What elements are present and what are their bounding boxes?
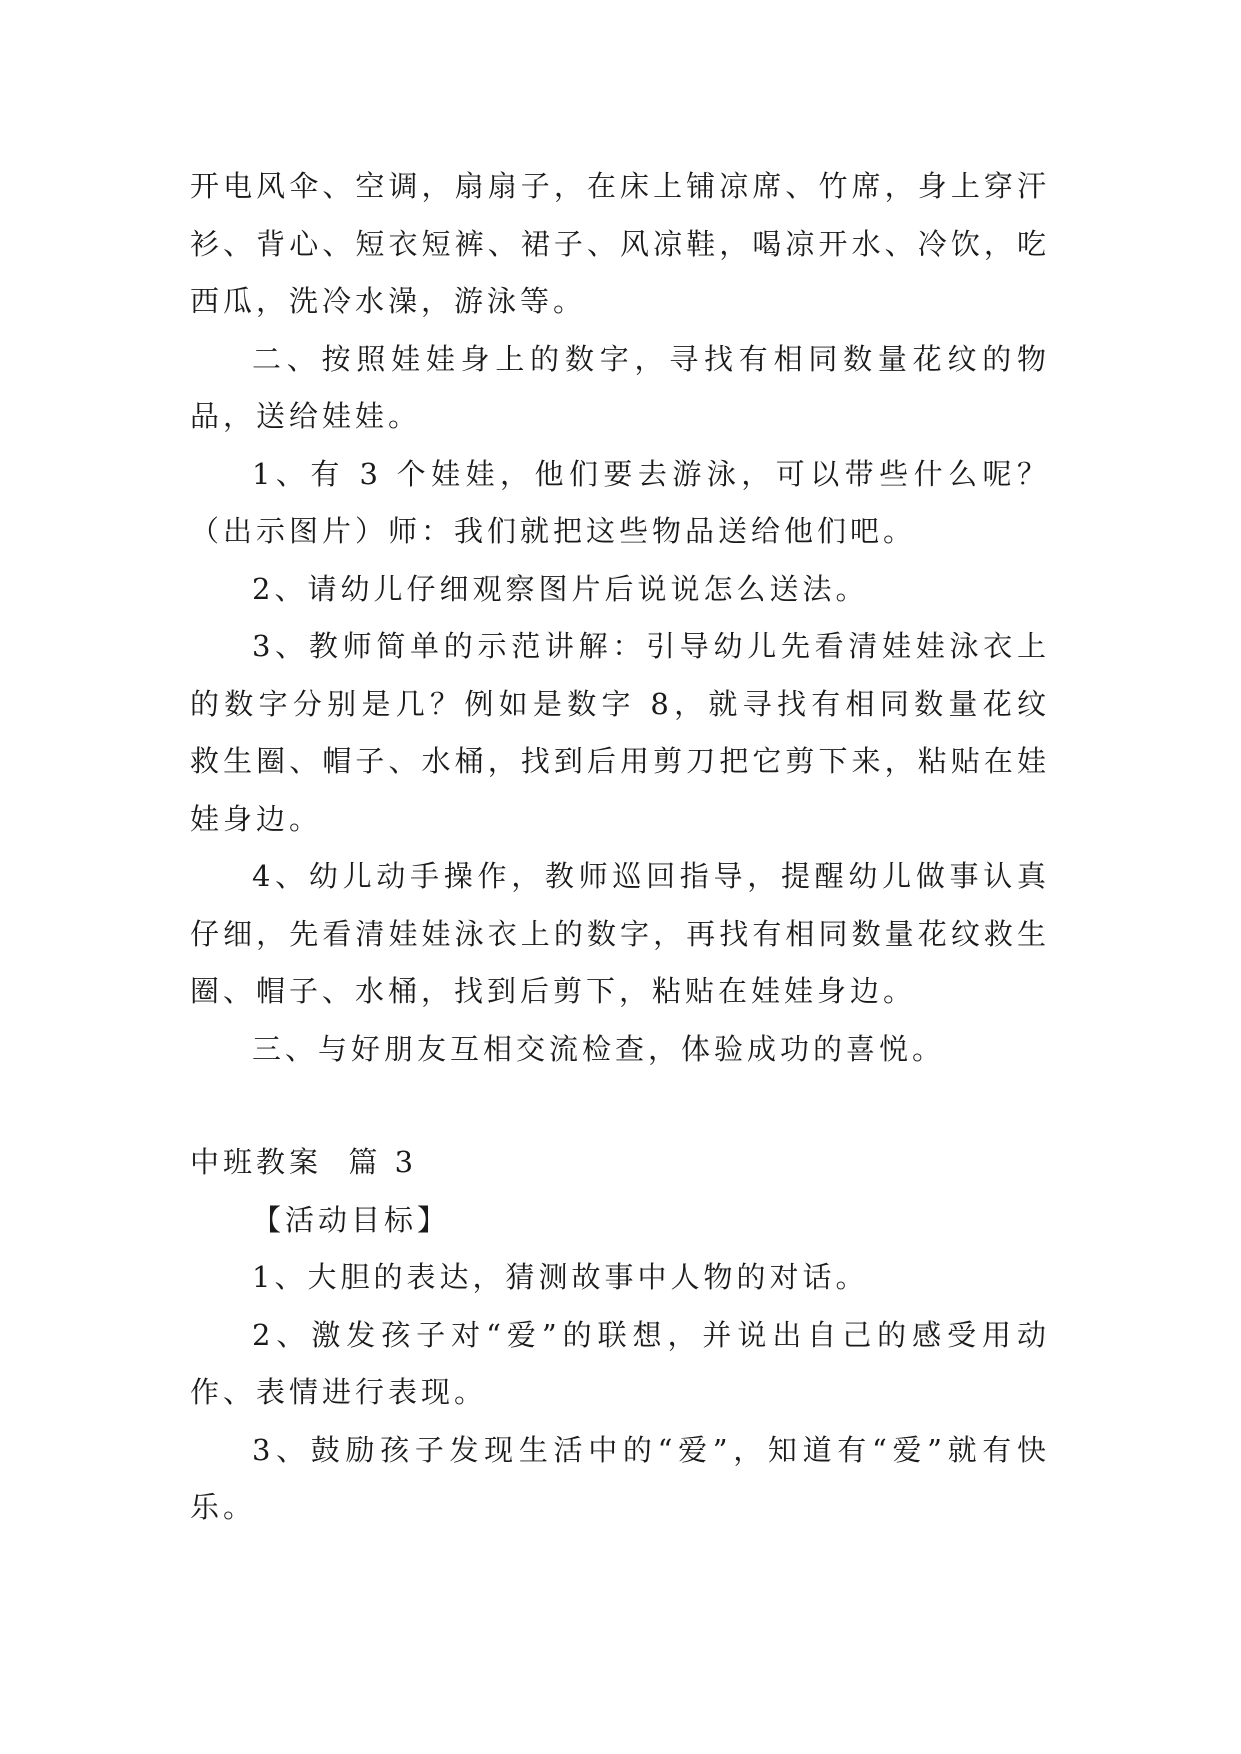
goals-heading: 【活动目标】 (252, 1202, 451, 1237)
goal-item-2: 2、激发孩子对“爱”的联想，并说出自己的感受用动作、表情进行表现。 (190, 1317, 1050, 1409)
list-item-4: 4、幼儿动手操作，教师巡回指导，提醒幼儿做事认真仔细，先看清娃娃泳衣上的数字，再找有相同数量花纹救生圈、帽子、水桶，找到后剪下，粘贴在娃娃身边。 (190, 859, 1050, 1008)
goal-item-3: 3、鼓励孩子发现生活中的“爱”，知道有“爱”就有快乐。 (190, 1432, 1050, 1524)
paragraph-continuation: 开电风伞、空调，扇扇子，在床上铺凉席、竹席，身上穿汗衫、背心、短衣短裤、裙子、风凉鞋，喝凉开水、冷饮，吃西瓜，洗冷水澡，游泳等。 (190, 169, 1050, 318)
paragraph-step-3: 三、与好朋友互相交流检查，体验成功的喜悦。 (252, 1031, 946, 1066)
section-title: 中班教案 篇 3 (190, 1145, 418, 1179)
list-item-3: 3、教师简单的示范讲解：引导幼儿先看清娃娃泳衣上的数字分别是几？例如是数字 8，就寻找有相同数量花纹救生圈、帽子、水桶，找到后用剪刀把它剪下来，粘贴在娃娃身边。 (190, 629, 1050, 836)
paragraph-step-2: 二、按照娃娃身上的数字，寻找有相同数量花纹的物品，送给娃娃。 (190, 341, 1050, 433)
document-body (190, 158, 1050, 1537)
goal-item-1: 1、大胆的表达，猜测故事中人物的对话。 (252, 1260, 869, 1294)
list-item-1: 1、有 3 个娃娃，他们要去游泳，可以带些什么呢？（出示图片）师：我们就把这些物品送给他们吧。 (190, 456, 1050, 548)
list-item-2: 2、请幼儿仔细观察图片后说说怎么送法。 (252, 571, 869, 606)
section-spacer (190, 1078, 1050, 1134)
